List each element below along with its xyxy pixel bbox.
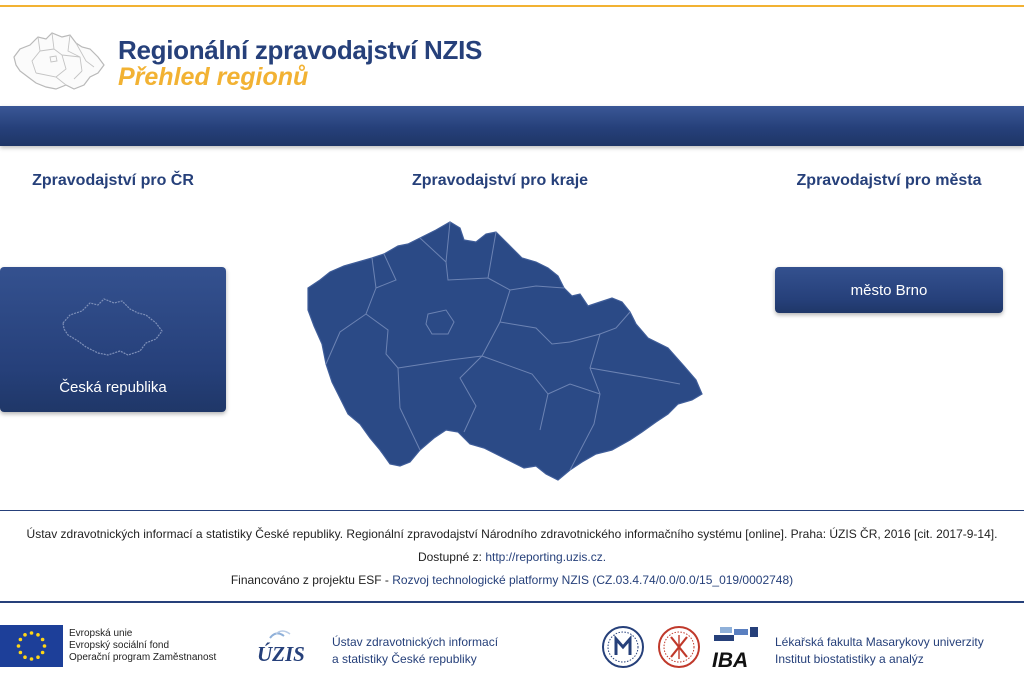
eu-line-1: Evropská unie: [69, 628, 133, 639]
ceska-republika-label: Česká republika: [59, 379, 167, 396]
eu-line-3: Operační program Zaměstnanost: [69, 652, 217, 663]
partners-divider: [0, 601, 1024, 603]
availability-prefix: Dostupné z:: [417, 550, 486, 564]
ceska-republika-button[interactable]: [0, 267, 226, 412]
eu-flag-icon: [0, 625, 63, 667]
navigation-bar: [0, 106, 1024, 146]
uzis-line-2: a statistiky České republiky: [332, 652, 477, 666]
heading-cr: Zpravodajství pro ČR: [32, 172, 194, 189]
masaryk-university-seal-icon: [600, 625, 646, 669]
uzis-logo-icon: [256, 628, 318, 668]
funding-line: [0, 573, 1024, 587]
iba-logo-icon: [710, 627, 760, 669]
heading-kraje: Zpravodajství pro kraje: [411, 172, 589, 189]
page-subtitle: Přehled regionů: [118, 63, 309, 91]
czech-regions-outline: [308, 222, 702, 480]
lf-line-1: Lékařská fakulta Masarykovy univerzity: [775, 635, 984, 649]
footer-divider: [0, 510, 1024, 511]
availability-line: [0, 550, 1024, 564]
czech-map-logo-icon: [10, 27, 106, 95]
funding-project-link[interactable]: Rozvoj technologické platformy NZIS (CZ.03.4.74/0.0/0.0/15_019/0002748): [392, 573, 794, 587]
czech-regions-map-icon: [300, 218, 710, 484]
uzis-name: [332, 634, 498, 668]
page-header: [0, 7, 1024, 105]
heading-mesta: Zpravodajství pro města: [796, 172, 982, 189]
funding-prefix: Financováno z projektu ESF -: [230, 573, 393, 587]
regions-map[interactable]: [300, 218, 710, 484]
reporting-link[interactable]: http://reporting.uzis.cz.: [485, 550, 607, 564]
eu-line-2: Evropský sociální fond: [69, 640, 170, 651]
eu-fund-text: [69, 628, 216, 664]
uzis-line-1: Ústav zdravotnických informací: [332, 635, 499, 649]
uzis-logo-text: ÚZIS: [257, 642, 305, 666]
czech-outline-icon: [60, 295, 166, 361]
page-title: Regionální zpravodajství NZIS: [118, 35, 483, 65]
citation-text: Ústav zdravotnických informací a statistiky České republiky. Regionální zpravodajství Národního zdravotnického informačního systému [online]. Praha: ÚZIS ČR, 2016 [cit. 2017-9-14].: [26, 527, 998, 541]
lf-mu-name: [775, 634, 984, 668]
iba-logo-text: IBA: [712, 649, 749, 669]
mesto-brno-button[interactable]: město Brno: [775, 267, 1003, 313]
lf-line-2: Institut biostatistiky a analýz: [775, 652, 924, 666]
medical-faculty-seal-icon: [656, 625, 702, 669]
